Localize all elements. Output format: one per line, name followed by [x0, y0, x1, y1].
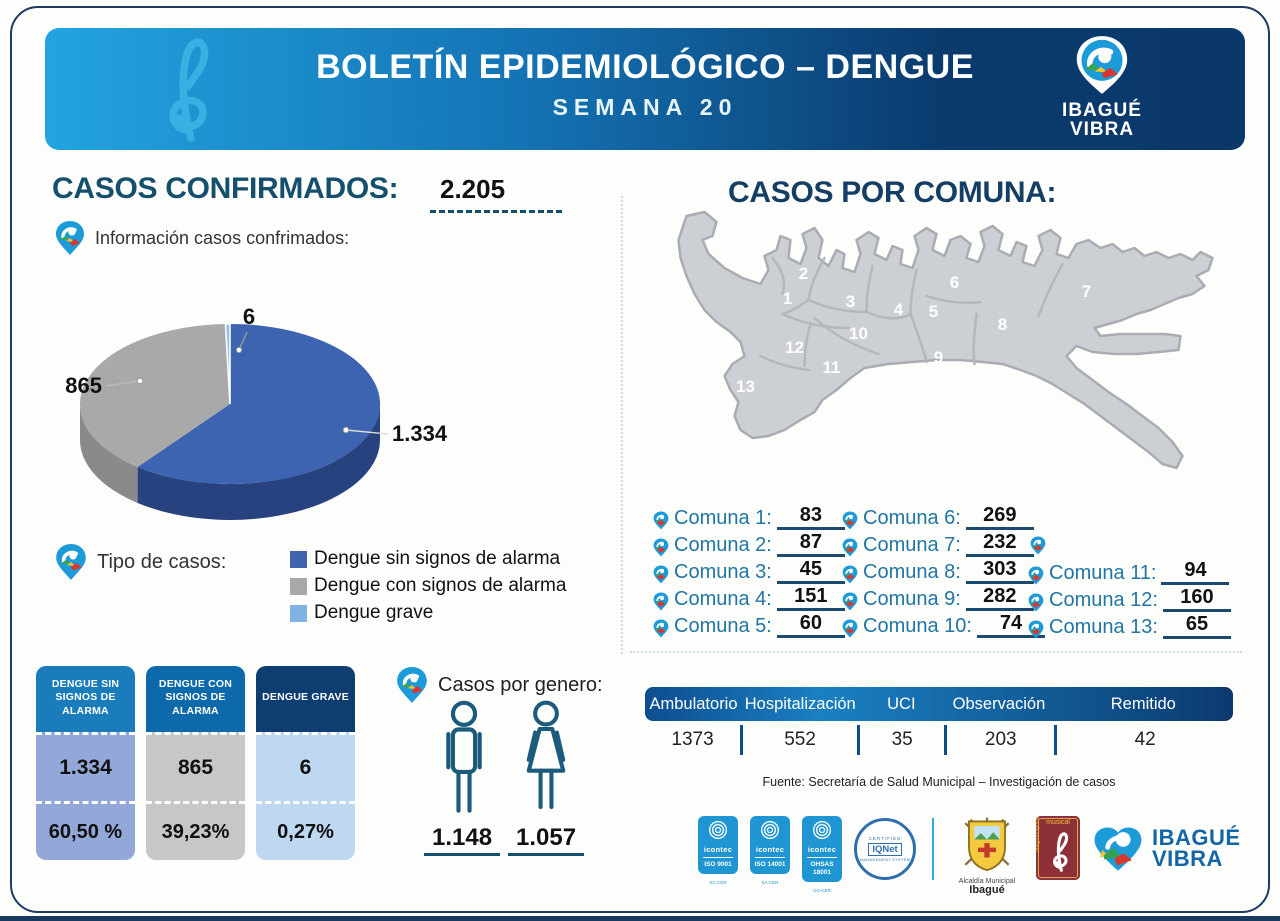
pin-bullet-icon	[842, 592, 858, 611]
treble-clef-icon	[1046, 830, 1076, 874]
pie-label-sin-signos: 1.334	[392, 421, 448, 446]
card-grave	[256, 666, 355, 860]
pin-bullet-icon	[653, 619, 669, 638]
legend-item	[290, 602, 566, 624]
card-percent: 39,23%	[161, 820, 230, 843]
table-header: Hospitalización	[744, 694, 856, 713]
table-cell: 203	[944, 725, 1054, 755]
pin-bullet-icon	[842, 565, 858, 584]
legend-swatch-lightblue	[290, 605, 307, 622]
confirmed-cases-heading: CASOS CONFIRMADOS:	[52, 172, 399, 205]
ibague-musical-logo: musical ibaguécapital	[1036, 816, 1080, 880]
card-con-signos	[146, 666, 245, 860]
table-cell: 35	[857, 725, 944, 755]
legend-label: Dengue con signos de alarma	[314, 575, 567, 596]
legend-label: Dengue sin signos de alarma	[314, 548, 561, 569]
case-type-cards	[36, 666, 355, 860]
card-percent: 60,50 %	[48, 820, 123, 843]
pin-bullet-icon	[1028, 620, 1044, 639]
tipo-de-casos-label: Tipo de casos:	[97, 550, 227, 573]
header-logo-text-2: VIBRA	[1069, 119, 1135, 140]
comuna-item: Comuna 8: 303	[842, 557, 1045, 584]
svg-text:5: 5	[928, 302, 939, 321]
female-count: 1.057	[508, 824, 584, 856]
comuna-item: Comuna 5: 60	[653, 611, 845, 638]
page-title: BOLETÍN EPIDEMIOLÓGICO – DENGUE	[316, 48, 974, 86]
gender-label: Casos por genero:	[438, 673, 603, 696]
header-logo-text-1: IBAGUÉ	[1062, 100, 1142, 121]
ibague-vibra-pin-icon	[1074, 34, 1130, 96]
bottom-edge-bar	[0, 916, 1280, 921]
card-title: DENGUE CON SIGNOS DE ALARMA	[146, 666, 245, 732]
vibra-text-2: VIBRA	[1152, 846, 1223, 871]
svg-text:2: 2	[798, 264, 809, 283]
pin-bullet-icon	[1028, 593, 1044, 612]
page-subtitle: SEMANA 20	[552, 94, 738, 120]
comuna-item: Comuna 3: 45	[653, 557, 845, 584]
icontec-spiral-icon	[812, 820, 832, 840]
card-percent: 0,27%	[277, 820, 334, 843]
svg-text:12: 12	[785, 338, 804, 357]
cases-pie-chart	[40, 292, 470, 522]
gender-header	[396, 666, 603, 704]
comuna-item: Comuna 11: 94	[1028, 558, 1231, 585]
comuna-item: Comuna 2: 87	[653, 530, 845, 557]
icontec-badge-ohsas18001: icontec OHSAS 18001 CO-CER	[802, 816, 842, 893]
svg-text:10: 10	[849, 324, 868, 343]
comuna-list-col3	[1028, 558, 1231, 639]
confirmed-cases-value: 2.205	[440, 174, 506, 204]
legend-swatch-gray	[290, 578, 307, 595]
male-icon	[424, 700, 504, 818]
comuna-item: Comuna 12: 160	[1028, 585, 1231, 612]
card-value: 6	[299, 756, 312, 779]
male-count: 1.148	[424, 824, 500, 856]
legend-item	[290, 548, 566, 570]
tipo-row	[55, 543, 226, 581]
pie-chart-caption: Información casos confrimados:	[95, 227, 350, 248]
table-header-row	[645, 687, 1233, 721]
pin-bullet-icon	[653, 592, 669, 611]
pin-logo-icon	[55, 543, 87, 581]
svg-text:9: 9	[933, 348, 944, 367]
vertical-divider	[621, 196, 623, 654]
comuna-item: Comuna 7: 232	[842, 530, 1045, 557]
table-cell: 42	[1054, 725, 1233, 755]
vibra-text-1: IBAGUÉ	[1152, 825, 1241, 851]
svg-text:7: 7	[1081, 282, 1092, 301]
svg-text:3: 3	[845, 292, 856, 311]
alcaldia-logo: Alcaldía Municipal Ibagué	[950, 816, 1024, 896]
table-header: Remitido	[1110, 694, 1176, 713]
card-value: 1.334	[59, 756, 112, 779]
table-header: Observación	[952, 694, 1046, 713]
comuna-map	[662, 206, 1227, 506]
card-sin-signos	[36, 666, 135, 860]
icontec-spiral-icon	[708, 820, 728, 840]
svg-text:8: 8	[997, 315, 1008, 334]
comuna-item: Comuna 4: 151	[653, 584, 845, 611]
table-header: Ambulatorio	[649, 694, 738, 713]
pin-bullet-icon	[842, 619, 858, 638]
comuna-item: Comuna 10: 74	[842, 611, 1045, 638]
iqnet-logo: CERTIFIED IQNet MANAGEMENT SYSTEM	[854, 818, 916, 880]
confirmed-cases-underline	[430, 210, 562, 213]
care-setting-table	[645, 687, 1233, 759]
svg-text:13: 13	[736, 377, 755, 396]
comuna-item: Comuna 13: 65	[1028, 612, 1231, 639]
female-count-wrap	[508, 824, 584, 852]
table-header: UCI	[887, 694, 916, 713]
pie-label-con-signos: 865	[65, 373, 102, 398]
source-note: Fuente: Secretaría de Salud Municipal – Investigación de casos	[762, 775, 1116, 789]
card-value: 865	[177, 756, 214, 779]
coat-of-arms-icon	[958, 816, 1016, 872]
logo-divider	[932, 818, 934, 880]
icontec-badge-iso9001: icontec ISO 9001 SC-CER	[698, 816, 738, 885]
card-title: DENGUE SIN SIGNOS DE ALARMA	[36, 666, 135, 732]
svg-text:4: 4	[893, 300, 904, 319]
pie-legend	[290, 548, 566, 629]
heart-pin-icon	[1092, 822, 1144, 876]
table-cell: 1373	[671, 729, 714, 750]
comuna-item: Comuna 9: 282	[842, 584, 1045, 611]
card-title: DENGUE GRAVE	[256, 666, 355, 732]
icontec-spiral-icon	[760, 820, 780, 840]
comuna-heading: CASOS POR COMUNA:	[728, 176, 1057, 209]
pin-bullet-icon	[842, 538, 858, 557]
horizontal-divider	[630, 651, 1242, 653]
svg-text:1: 1	[782, 289, 793, 308]
pin-bullet-icon	[1028, 566, 1044, 585]
icontec-badge-iso14001: icontec ISO 14001 SA-CER	[750, 816, 790, 885]
female-icon	[506, 700, 586, 816]
table-value-row	[645, 721, 1233, 759]
pin-bullet-icon	[653, 538, 669, 557]
ibague-vibra-footer-logo	[1092, 822, 1241, 876]
pie-label-grave: 6	[242, 304, 256, 329]
male-count-wrap	[424, 824, 500, 852]
table-cell: 552	[740, 725, 857, 755]
legend-label: Dengue grave	[314, 602, 434, 623]
svg-text:6: 6	[949, 273, 960, 292]
pin-bullet-icon	[653, 565, 669, 584]
comuna-item: Comuna 6: 269	[842, 503, 1045, 530]
legend-swatch-blue	[290, 551, 307, 568]
footer-logos	[698, 816, 1241, 896]
comuna-item: Comuna 1: 83	[653, 503, 845, 530]
comuna-list-col1	[653, 503, 845, 638]
info-row	[55, 220, 349, 256]
pin-bullet-icon	[842, 511, 858, 530]
header-logo	[1037, 34, 1167, 139]
pin-logo-icon	[396, 666, 428, 704]
header-banner	[45, 28, 1245, 150]
legend-item	[290, 575, 566, 597]
map-landmass	[679, 212, 1213, 468]
pin-logo-icon	[55, 220, 85, 256]
svg-text:11: 11	[822, 358, 841, 377]
stray-pin-icon	[1030, 536, 1046, 560]
comuna-list-col2	[842, 503, 1045, 638]
pin-bullet-icon	[653, 511, 669, 530]
